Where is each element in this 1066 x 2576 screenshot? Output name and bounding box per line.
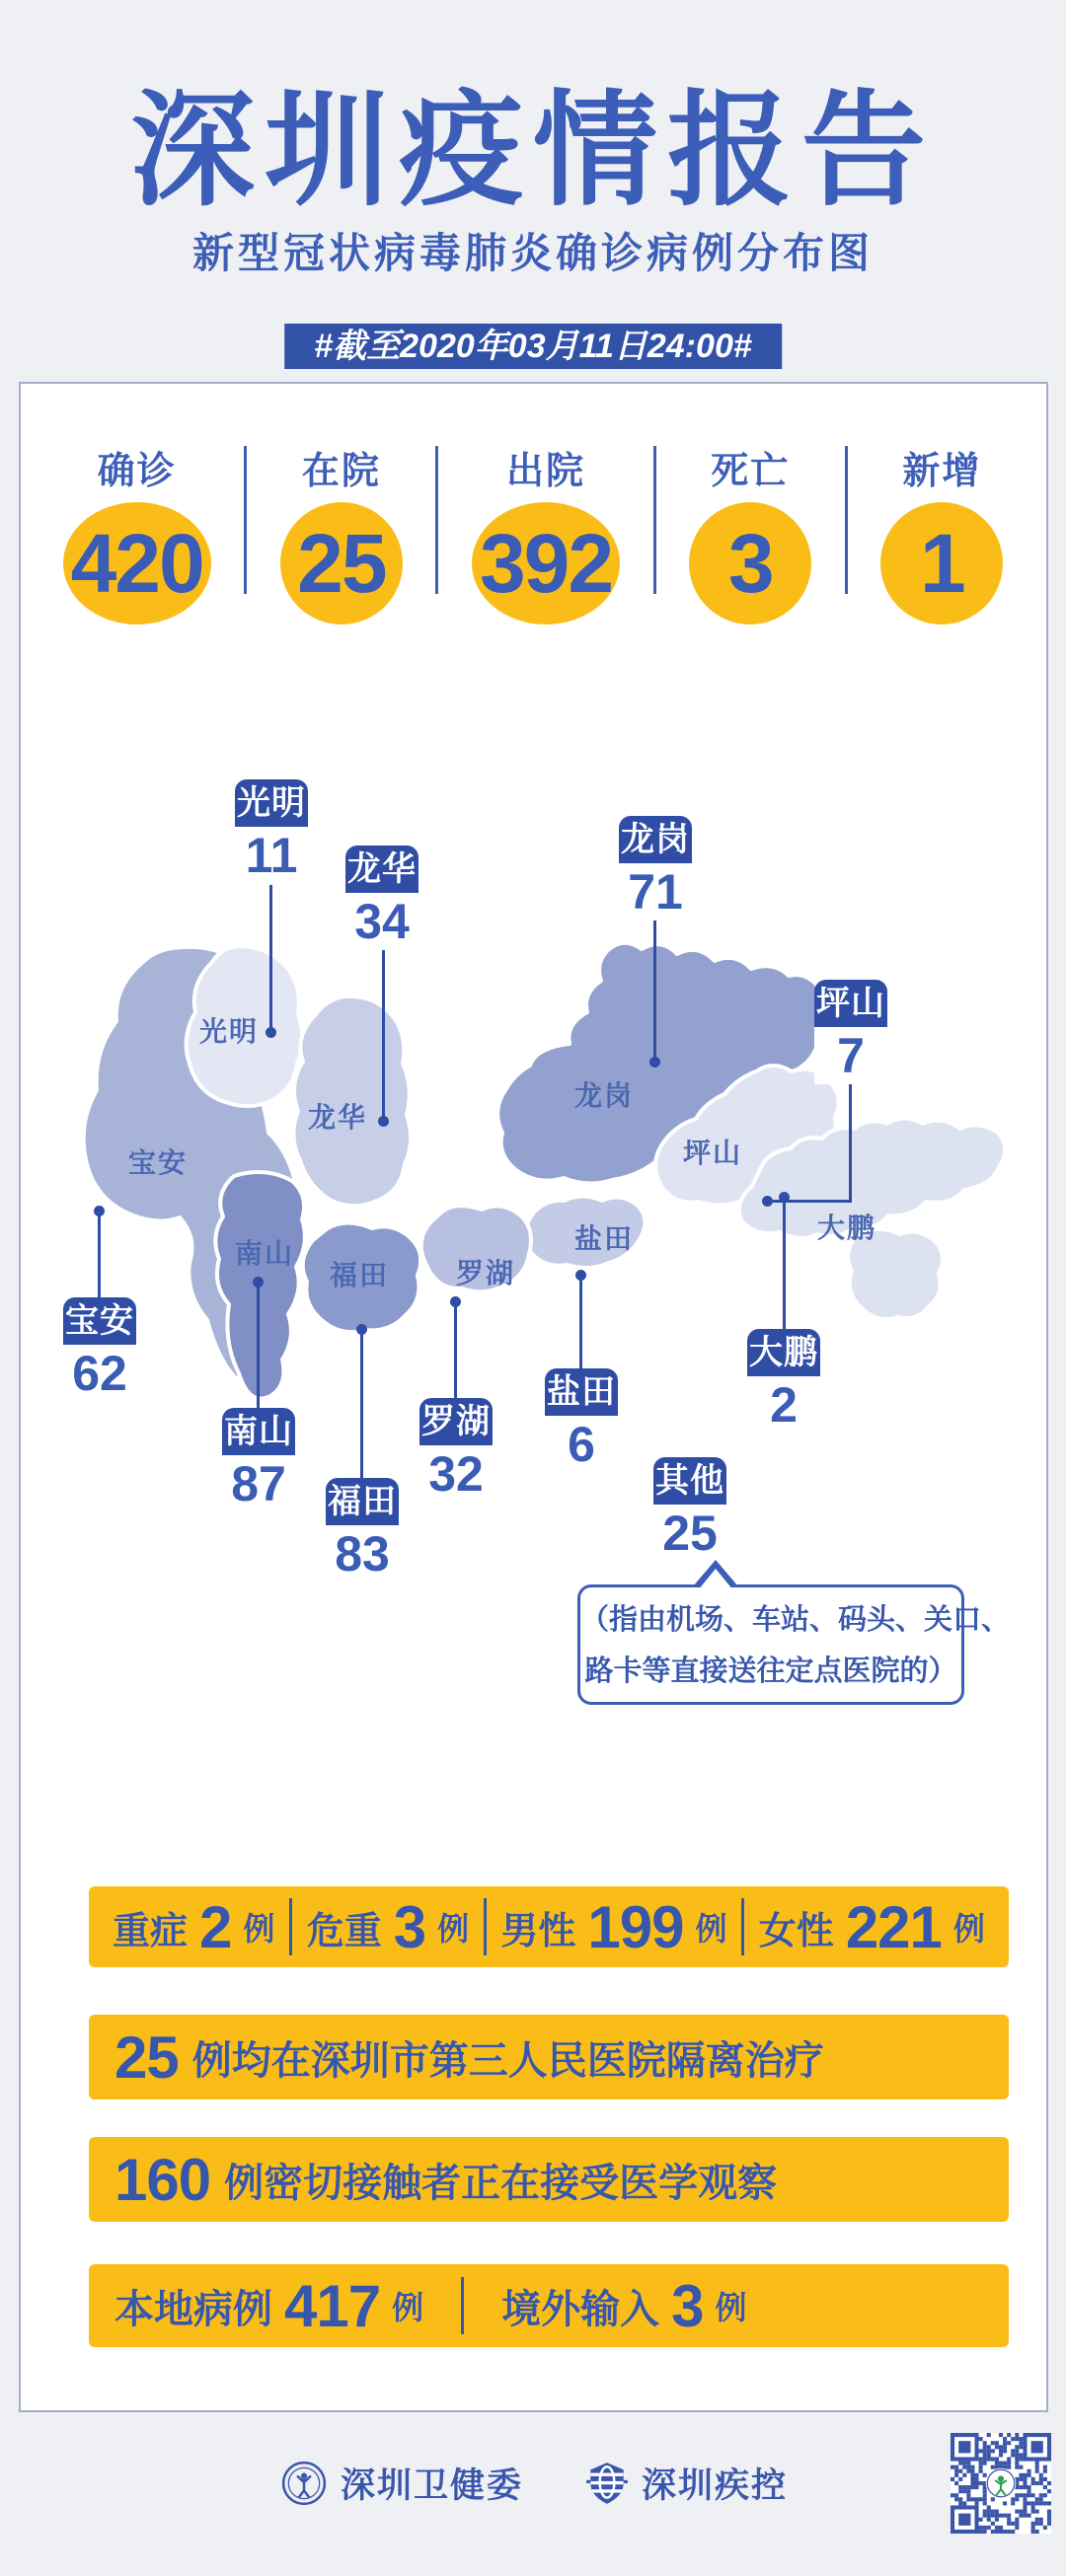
callout-district: 坪山: [814, 980, 887, 1027]
severity-bar: [89, 1886, 1009, 1967]
stat-value: 420: [70, 516, 203, 610]
map-label-yantian: 盐田: [573, 1223, 635, 1254]
stat-divider: [244, 446, 247, 594]
map-label-guangming: 光明: [198, 1016, 260, 1047]
origin-label: 本地病例: [114, 2287, 272, 2331]
stat-divider: [653, 446, 656, 594]
callout-value: 6: [545, 1416, 618, 1473]
page-title: 深圳疫情报告: [130, 81, 936, 220]
stat-label: 死亡: [711, 451, 791, 492]
callout-value: 11: [235, 827, 308, 884]
stat-confirmed: [63, 440, 211, 625]
severity-group: [500, 1893, 726, 1961]
org-name: 深圳卫健委: [341, 2466, 524, 2505]
severity-value: 221: [845, 1893, 942, 1960]
dot-nanshan: [253, 1277, 264, 1288]
callout-value: 34: [345, 893, 419, 950]
stat-value: 3: [727, 516, 773, 610]
map-label-baoan: 宝安: [127, 1147, 189, 1178]
map-label-luohu: 罗湖: [455, 1258, 516, 1288]
severity-unit: 例: [437, 1911, 470, 1947]
org-name: 深圳疾控: [642, 2466, 789, 2505]
stat-divider: [845, 446, 848, 594]
dot-futian: [356, 1324, 367, 1335]
bar-divider: [461, 2277, 464, 2334]
connector-longgang: [653, 920, 656, 1060]
callout-value: 32: [419, 1445, 493, 1503]
stat-label: 在院: [301, 451, 381, 492]
stat-bubble: [880, 502, 1003, 625]
callout-district: 龙岗: [619, 816, 692, 863]
stat-discharged: [472, 440, 620, 625]
connector-pingshan-v: [849, 1084, 852, 1203]
summary-stats-row: [30, 440, 1036, 627]
stat-value: 392: [479, 516, 613, 610]
connector-luohu: [454, 1304, 457, 1398]
stat-divider: [435, 446, 438, 594]
dot-longhua: [378, 1116, 389, 1127]
stat-in-hospital: [280, 440, 403, 625]
severity-label: 重症: [113, 1910, 189, 1952]
observation-text: 例密切接触者正在接受医学观察: [224, 2161, 778, 2205]
origin-value: 417: [284, 2272, 381, 2339]
callout-value: 71: [619, 863, 692, 920]
callout-baoan: [63, 1297, 136, 1402]
severity-label: 男性: [500, 1910, 576, 1952]
origin-unit: 例: [392, 2290, 424, 2325]
cdc-logo-icon: [586, 2461, 628, 2506]
stat-value: 1: [920, 516, 964, 610]
map-label-dapeng: 大鹏: [816, 1213, 877, 1243]
severity-group: [307, 1893, 469, 1961]
callout-district: 福田: [326, 1478, 399, 1525]
connector-dapeng: [783, 1200, 786, 1329]
dot-longgang: [649, 1057, 660, 1067]
callout-district: 南山: [222, 1408, 295, 1455]
callout-longhua: [345, 846, 419, 950]
stat-bubble: [472, 502, 620, 625]
qr-code: [951, 2433, 1051, 2534]
note-pointer-inner: [698, 1569, 733, 1590]
shenzhen-district-map: [20, 750, 1046, 1440]
callout-district: 其他: [653, 1457, 726, 1505]
callout-value: 25: [653, 1505, 726, 1562]
map-label-futian: 福田: [329, 1260, 390, 1290]
map-label-longhua: 龙华: [307, 1102, 368, 1133]
bar-divider: [741, 1898, 744, 1955]
callout-district: 龙华: [345, 846, 419, 893]
map-label-longgang: 龙岗: [573, 1080, 635, 1111]
note-line-1: （指由机场、车站、码头、关口、: [580, 1604, 1011, 1636]
callout-value: 62: [63, 1345, 136, 1402]
severity-group: [759, 1893, 985, 1961]
hospital-value: 25: [114, 2024, 179, 2091]
org-health-commission: [281, 2459, 523, 2508]
stat-bubble: [280, 502, 403, 625]
footer: [281, 2459, 788, 2508]
stat-new: [880, 440, 1003, 625]
origin-label: 境外输入: [501, 2287, 660, 2331]
callout-futian: [326, 1478, 399, 1582]
severity-value: 3: [393, 1893, 426, 1960]
callout-pingshan: [814, 980, 887, 1084]
severity-group: [113, 1893, 274, 1961]
stat-value: 25: [297, 516, 386, 610]
dot-luohu: [450, 1296, 461, 1307]
callout-guangming: [235, 779, 308, 884]
callout-value: 2: [747, 1376, 820, 1434]
dot-baoan: [94, 1206, 105, 1216]
observation-value: 160: [114, 2146, 211, 2213]
severity-unit: 例: [243, 1911, 275, 1947]
map-label-nanshan: 南山: [234, 1238, 295, 1269]
stat-label: 新增: [902, 451, 982, 492]
stat-bubble: [689, 502, 811, 625]
dot-guangming: [266, 1027, 276, 1038]
map-reservoir: [335, 1204, 360, 1223]
origin-unit: 例: [715, 2290, 747, 2325]
connector-baoan: [98, 1214, 101, 1297]
stat-bubble: [63, 502, 211, 625]
callout-district: 盐田: [545, 1368, 618, 1416]
callout-district: 光明: [235, 779, 308, 827]
note-line-2: 路卡等直接送往定点医院的）: [584, 1656, 957, 1687]
dot-yantian: [575, 1270, 586, 1281]
severity-unit: 例: [695, 1911, 727, 1947]
callout-luohu: [419, 1398, 493, 1503]
hospital-bar: [89, 2015, 1009, 2099]
connector-nanshan: [257, 1285, 260, 1408]
connector-guangming: [269, 885, 272, 1030]
callout-value: 87: [222, 1455, 295, 1512]
callout-dapeng: [747, 1329, 820, 1434]
connector-longhua: [382, 950, 385, 1119]
severity-unit: 例: [952, 1911, 985, 1947]
hospital-text: 例均在深圳市第三人民医院隔离治疗: [191, 2038, 824, 2083]
callout-district: 罗湖: [419, 1398, 493, 1445]
callout-district: 大鹏: [747, 1329, 820, 1376]
map-label-pingshan: 坪山: [682, 1138, 743, 1168]
bar-divider: [484, 1898, 487, 1955]
org-cdc: [586, 2459, 788, 2508]
page-subtitle: 新型冠状病毒肺炎确诊病例分布图: [191, 230, 874, 276]
origin-value: 3: [671, 2272, 704, 2339]
callout-other: [653, 1457, 726, 1562]
severity-label: 女性: [758, 1910, 834, 1952]
bar-divider: [289, 1898, 292, 1955]
callout-nanshan: [222, 1408, 295, 1512]
date-banner: #截至2020年03月11日24:00#: [284, 324, 782, 369]
stat-label: 出院: [506, 451, 586, 492]
stat-label: 确诊: [97, 451, 177, 492]
severity-label: 危重: [306, 1910, 382, 1952]
stat-deaths: [689, 440, 811, 625]
connector-yantian: [579, 1278, 582, 1368]
callout-yantian: [545, 1368, 618, 1473]
observation-bar: [89, 2137, 1009, 2222]
dot-dapeng: [779, 1192, 790, 1203]
severity-value: 2: [199, 1893, 232, 1960]
origin-bar: [89, 2264, 1009, 2347]
dot-pingshan: [762, 1196, 773, 1207]
callout-longgang: [619, 816, 692, 920]
callout-district: 宝安: [63, 1297, 136, 1345]
callout-value: 7: [814, 1027, 887, 1084]
connector-futian: [360, 1332, 363, 1478]
callout-value: 83: [326, 1525, 399, 1582]
other-note: [577, 1584, 1011, 1705]
severity-value: 199: [587, 1893, 684, 1960]
health-commission-logo-icon: [281, 2461, 327, 2506]
